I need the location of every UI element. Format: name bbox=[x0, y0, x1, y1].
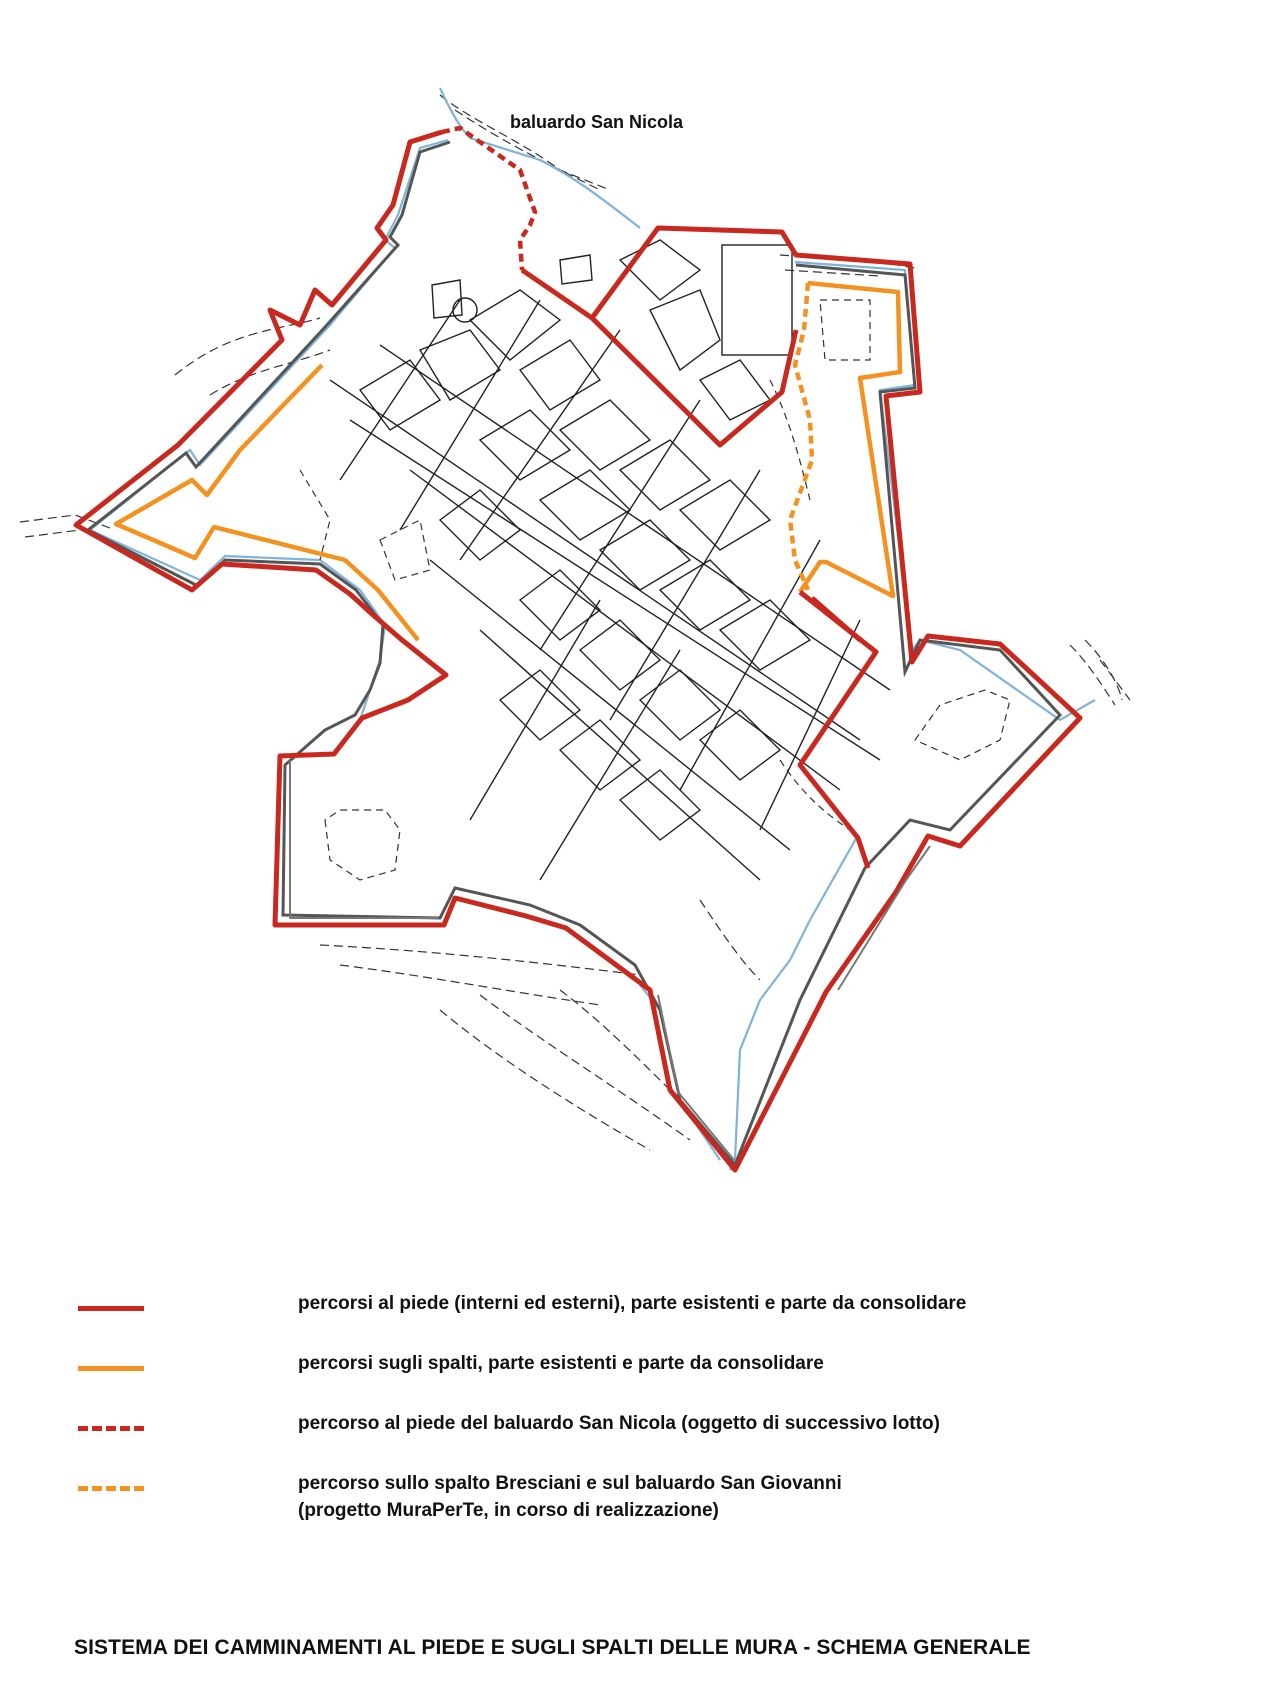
legend-label: percorso al piede del baluardo San Nicola (oggetto di successivo lotto) bbox=[298, 1413, 940, 1434]
legend-swatch-red-solid bbox=[78, 1306, 144, 1311]
legend-swatch-orange-dashed bbox=[78, 1486, 144, 1491]
legend-swatch-red-dashed bbox=[78, 1426, 144, 1431]
outer-dashed-roads bbox=[20, 95, 1130, 1150]
legend-label: percorsi al piede (interni ed esterni), parte esistenti e parte da consolidare bbox=[298, 1293, 967, 1314]
rampart-path-dashed bbox=[790, 283, 812, 590]
rampart-path-solid bbox=[116, 283, 900, 640]
foot-path-solid bbox=[76, 132, 1080, 1170]
legend-label: percorso sullo spalto Bresciani e sul baluardo San Giovanni (progetto MuraPerTe, in corso di realizzazione) bbox=[298, 1473, 842, 1521]
page-title: SISTEMA DEI CAMMINAMENTI AL PIEDE E SUGLI SPALTI DELLE MURA - SCHEMA GENERALE bbox=[74, 1636, 1031, 1659]
moat-water-line bbox=[90, 88, 1095, 1170]
legend-label: percorsi sugli spalti, parte esistenti e parte da consolidare bbox=[298, 1353, 824, 1374]
bastion-label: baluardo San Nicola bbox=[510, 112, 684, 132]
legend-swatch-orange-solid bbox=[78, 1366, 144, 1371]
